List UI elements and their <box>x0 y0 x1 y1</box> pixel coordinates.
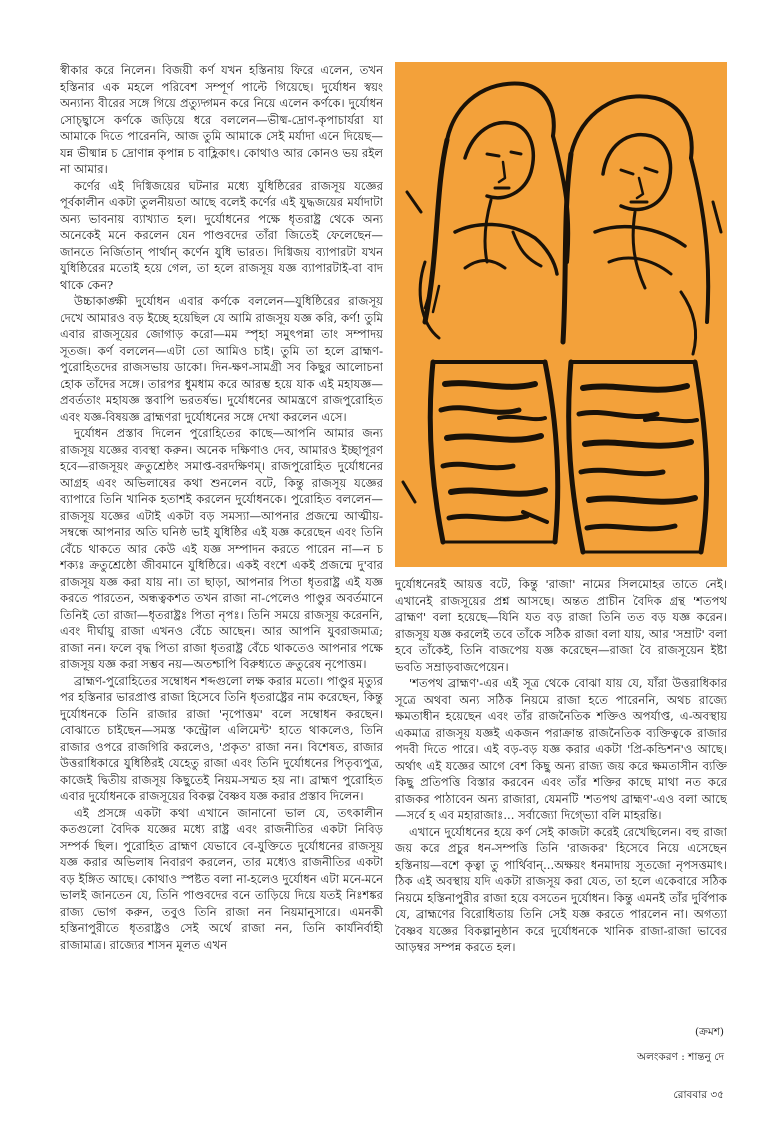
illustration-two-women <box>395 62 727 567</box>
page-folio: রোববার ৩৫ <box>673 1089 724 1101</box>
paragraph: উচ্চাকাঙ্ক্ষী দুর্যোধন এবার কর্ণকে বললেন—যুধিষ্ঠিরের রাজসূয় দেখে আমারও বড় ইচ্ছে হয়েছিল যে আমি রাজসূয় যজ্ঞ করি, কর্ণ! তুমি এবার রাজসূয়ের জোগাড় করো—মম স্পৃহা সমুৎপন্না তাং সম্পাদয় সূতজ। কর্ণ বললেন—এটা তো আমিও চাই। তুমি তা হলে ব্রাহ্মণ-পুরোহিতদের রাজসভায় ডাকো। দিন-ক্ষণ-সামগ্রী সব কিছুর আলোচনা হোক তাঁদের সঙ্গে। তারপর ধুমধাম করে আরম্ভ হয়ে যাক এই মহাযজ্ঞ—প্রবর্ততাং মহাযজ্ঞ স্তবাপি ভরতর্ষভ। দুর্যোধনের আমন্ত্রণে রাজপুরোহিত এবং যজ্ঞ-বিষয়জ্ঞ ব্রাহ্মণরা দুর্যোধনের সঙ্গে দেখা করলেন এসে। <box>60 294 383 424</box>
paragraph: দুর্যোধন প্রস্তাব দিলেন পুরোহিতের কাছে—আপনি আমার জন্য রাজসূয় যজ্ঞের ব্যবস্থা করুন। অনেক দক্ষিণাও দেব, আমারও ইচ্ছাপূরণ হবে—রাজসূয়ং ক্রতুশ্রেষ্ঠং সমাপ্ত-বরদক্ষিণম্। রাজপুরোহিত দুর্যোধনের আগ্রহ এবং অভিলাষের কথা শুনলেন বটে, কিন্তু রাজসূয় যজ্ঞের ব্যাপারে তিনি খানিক হতাশই করলেন দুর্যোধনকে। পুরোহিত বললেন—রাজসূয় যজ্ঞের এটাই একটা বড় সমস্যা—আপনার প্রজন্মে আত্মীয়-সম্বন্ধে আপনার অতি ঘনিষ্ঠ ভাই যুধিষ্ঠির এই যজ্ঞ করেছেন এবং তিনি বেঁচে থাকতে আর কেউ এই যজ্ঞ সম্পাদন করতে পারেন না—ন চ শক্যঃ ক্রতুশ্রেষ্ঠো জীবমানে যুধিষ্ঠিরে। একই বংশে একই প্রজন্মে দু'বার রাজসূয় যজ্ঞ করা যায় না। তা ছাড়া, আপনার পিতা ধৃতরাষ্ট্র এই যজ্ঞ করতে পারতেন, অন্ধত্বকশত তখন রাজা না-পেলেও পাণ্ডুর অবর্তমানে তিনিই তো রাজা—ধৃতরাষ্ট্রঃ পিতা নৃপঃ। তিনি সময়ে রাজসূয় করেননি, এবং দীর্ঘায়ু রাজা এখনও বেঁচে আছেন। আর আপনি যুবরাজমাত্র; রাজা নন। ফলে বৃদ্ধ পিতা রাজা ধৃতরাষ্ট্র বেঁচে থাকতেও আপনার পক্ষে রাজসূয় যজ্ঞ করা সম্ভব নয়—অতশ্চাপি বিরুধ্যতে ক্রতুরেষ নৃপোত্তম। <box>60 426 383 671</box>
illustration-credit: অলংকরণ : শান্তনু দে <box>637 1051 724 1063</box>
paragraph: ব্রাহ্মণ-পুরোহিতের সম্বোধন শব্দগুলো লক্ষ করার মতো। পাণ্ডুর মৃত্যুর পর হস্তিনার ভারপ্রাপ্ত রাজা হিসেবে তিনি ধৃতরাষ্ট্রের নাম করেছেন, কিন্তু দুর্যোধনকে তিনি রাজার রাজা 'নৃপোত্তম' বলে সম্বোধন করছেন। বোঝাতে চাইছেন—সমস্ত 'কন্ট্রোল এলিমেন্ট' হাতে থাকলেও, তিনি রাজার ওপরে রাজগিরি করলেও, 'প্রকৃত' রাজা নন। বিশেষত, রাজার উত্তরাধিকারে যুধিষ্ঠিরই যেহেতু রাজা এবং তিনি দুর্যোধনের পিতৃব্যপুত্র, কাজেই দ্বিতীয় রাজসূয় কিছুতেই নিয়ম-সম্মত হয় না। ব্রাহ্মণ পুরোহিত এবার দুর্যোধনকে রাজসূয়ের বিকল্প বৈষ্ণব যজ্ঞ করার প্রস্তাব দিলেন। <box>60 673 383 803</box>
article-column-right <box>395 576 727 991</box>
paragraph: স্বীকার করে নিলেন। বিজয়ী কর্ণ যখন হস্তিনায় ফিরে এলেন, তখন হস্তিনার এক মহলে পরিবেশ সম্পূর্ণ পাল্টে গিয়েছে। দুর্যোধন স্বয়ং অন্যান্য বীরের সঙ্গে গিয়ে প্রত্যুদ্গমন করে নিয়ে এলেন কর্ণকে। দুর্যোধন সোচ্ছ্বাসে কর্ণকে জড়িয়ে ধরে বললেন—ভীষ্ম-দ্রোণ-কৃপাচার্যরা যা আমাকে দিতে পারেননি, আজ তুমি আমাকে সেই মর্যাদা এনে দিয়েছ—যন্ন ভীষ্মান্ন চ দ্রোণান্ন কৃপান্ন চ বাহ্লিকাৎ। কোথাও আর কোনও ভয় রইল না আমার। <box>60 63 383 176</box>
ink-drawing-icon <box>395 62 727 567</box>
paragraph: এই প্রসঙ্গে একটা কথা এখানে জানানো ভাল যে, তৎকালীন কতগুলো বৈদিক যজ্ঞের মধ্যে রাষ্ট্র এবং রাজনীতির একটা নিবিড় সম্পর্ক ছিল। পুরোহিত ব্রাহ্মণ যেভাবে বে-যুক্তিতে দুর্যোধনের রাজসূয় যজ্ঞ করার অভিলাষ নিবারণ করলেন, তার মধ্যেও রাজনীতির একটা বড় ইঙ্গিত আছে। কোথাও স্পষ্টত বলা না-হলেও দুর্যোধন এটা মনে-মনে ভালই জানতেন যে, তিনি পাণ্ডবদের বনে তাড়িয়ে দিয়ে যতই নিঃশঙ্কর রাজ্য ভোগ করুন, তবুও তিনি রাজা নন নিয়মানুসারে। এমনকী হস্তিনাপুরীতে ধৃতরাষ্ট্রও সেই অর্থে রাজা নন, তিনি কার্যনির্বাহী রাজামাত্র। রাজ্যের শাসন মূলত এখন <box>60 805 383 952</box>
paragraph: দুর্যোধনেরই আয়ত্ত বটে, কিন্তু 'রাজা' নামের সিলমোহর তাতে নেই। এখানেই রাজসূয়ের প্রশ্ন আসছে। অন্তত প্রাচীন বৈদিক গ্রন্থ 'শতপথ ব্রাহ্মণ' বলা হয়েছে—যিনি যত বড় রাজা তিনি তত বড় যজ্ঞ করেন। রাজসূয় যজ্ঞ করলেই তবে তাঁকে সঠিক রাজা বলা যায়, আর 'সম্রাট' বলা হবে তাঁকেই, তিনি বাজপেয় যজ্ঞ করেছেন—রাজা বৈ রাজসূয়েন ইষ্টা ভবতি সম্রাড়বাজপেয়েন। <box>395 577 727 674</box>
continued-label: (ক্রমশ) <box>694 1026 724 1038</box>
paragraph: কর্ণের এই দিগ্বিজয়ের ঘটনার মধ্যে যুধিষ্ঠিরের রাজসূয় যজ্ঞের পূর্বকালীন একটা তুলনীয়তা আছে বলেই কর্ণের এই যুদ্ধজয়ের মর্যাদাটা অন্য ভাবনায় ব্যাখ্যাত হল। দুর্যোধনের পক্ষে ধৃতরাষ্ট্র থেকে অন্য অনেকেই মনে করলেন যেন পাণ্ডবদের তাঁরা জিতেই ফেলেছেন—জানতে নির্জিতান্ পার্থান্ কর্ণেন যুধি ভারত। দিগ্বিজয় ব্যাপারটা যখন যুধিষ্ঠিরের মতোই হয়ে গেল, তা হলে রাজসূয় যজ্ঞ ব্যাপারটাই-বা বাদ থাকে কেন? <box>60 178 383 292</box>
paragraph: 'শতপথ ব্রাহ্মণ'-এর এই সূত্র থেকে বোঝা যায় যে, যাঁরা উত্তরাধিকার সূত্রে অথবা অন্য সঠিক নিয়মে রাজা হতে পারেননি, অথচ রাজ্যে ক্ষমতাধীন হয়েছেন এবং তাঁর রাজনৈতিক শক্তিও অপর্যাপ্ত, এ-অবস্থায় একমাত্র রাজসূয় যজ্ঞই একজন পরাক্রান্ত রাজনৈতিক ব্যক্তিত্বকে রাজার পদবী দিতে পারে। এই বড়-বড় যজ্ঞ করার একটা 'প্রি-কন্ডিশন'ও আছে। অর্থাৎ এই যজ্ঞের আগে বেশ কিছু অন্য রাজ্য জয় করে ক্ষমতাসীন ব্যক্তি কিছু প্রতিপত্তি বিস্তার করবেন এবং তাঁর শক্তির কাছে মাথা নত করে রাজকর পাঠাবেন অন্য রাজারা, যেমনটি 'শতপথ ব্রাহ্মণ'-এও বলা আছে—সর্বে হ এব মহারাজাঃ... সর্বাজ্যো দিগ্ভ্যো বলি মাহরন্তি। <box>395 676 727 822</box>
article-column-left <box>60 62 383 1062</box>
paragraph: এখানে দুর্যোধনের হয়ে কর্ণ সেই কাজটা করেই রেখেছিলেন। বহু রাজা জয় করে প্রচুর ধন-সম্পত্তি তিনি 'রাজকর' হিসেবে নিয়ে এসেছেন হস্তিনায়—বশে কৃত্বা তু পার্থিবান্...অক্ষয়ং ধনমাদায় সূতজো নৃপসত্তমাৎ। ঠিক এই অবস্থায় যদি একটা রাজসূয় করা যেত, তা হলে একেবারে সঠিক নিয়মে হস্তিনাপুরীর রাজা হয়ে বসতেন দুর্যোধন। কিন্তু এমনই তাঁর দুর্বিপাক যে, ব্রাহ্মণের বিরোধিতায় তিনি সেই যজ্ঞ করতে পারলেন না। অগত্যা বৈষ্ণব যজ্ঞের বিকল্পানুষ্ঠান করে দুর্যোধনকে খানিক রাজা-রাজা ভাবের আড়ম্বর সম্পন্ন করতে হল। <box>395 824 727 954</box>
